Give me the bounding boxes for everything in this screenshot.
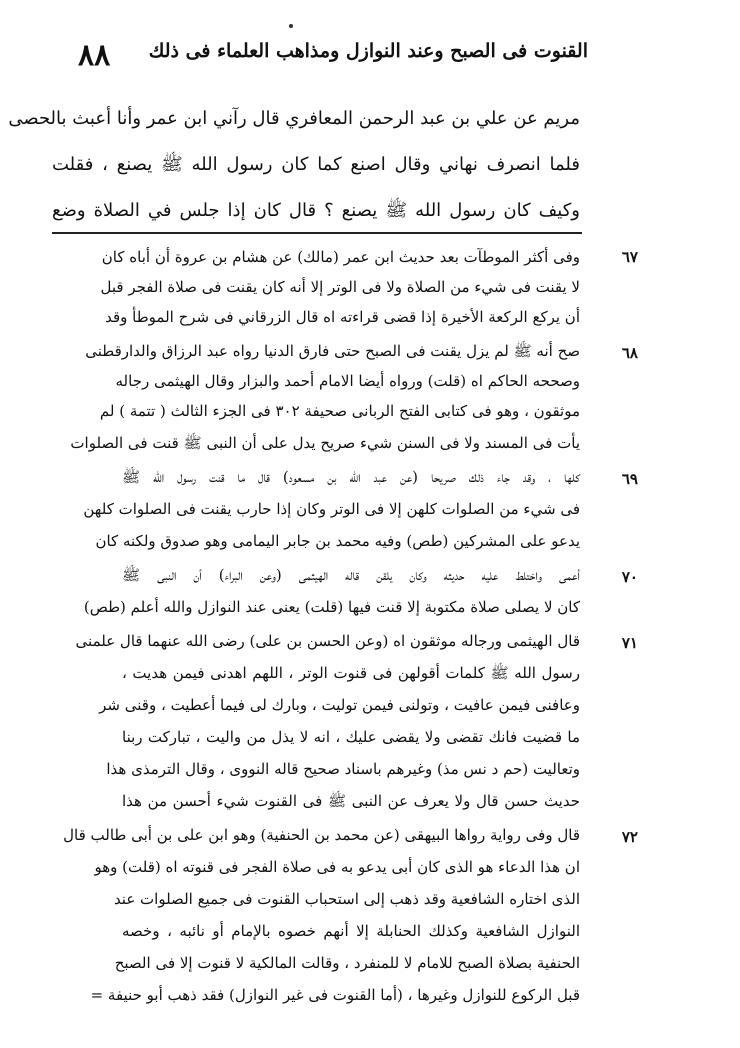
footnote-line: وصححه الحاكم اه (قلت) ورواه أيضا الامام أحمد والبزار وقال الهيثمى رجاله (115, 372, 580, 390)
footnote-line: قبل الركوع للنوازل وغيرها ، (أما القنوت فى غير النوازل) فقد ذهب أبو حنيفة = (90, 986, 580, 1004)
footnote-line: النوازل الشافعية وكذلك الحنابلة إلا أنهم خصوه بالإمام أو نائبه ، وخصه (122, 922, 580, 940)
footnote-line: فى شيء من الصلوات كلهن إلا فى الوتر وكان إذا حارب يقنت فى الصلوات كلهن (83, 500, 580, 518)
footnote-line: الحنفية بصلاة الصبح للامام لا للمنفرد ، وقالت المالكية لا قنوت إلا فى الصبح (114, 954, 580, 972)
footnote-line: حديث حسن قال ولا يعرف عن النبى ﷺ فى القنوت شيء أحسن من هذا (122, 792, 580, 810)
footnote-line: صح أنه ﷺ لم يزل يقنت فى الصبح حتى فارق الدنيا رواه عبد الرزاق والدارقطنى (85, 342, 580, 360)
footnote-line: يأت فى المسند ولا فى السنن شيء صريح يدل على أن النبى ﷺ قنت فى الصلوات (70, 434, 580, 452)
footnote-line: موثقون ، وهو فى كتابى الفتح الربانى صحيفة ٣٠٢ فى الجزء الثالث ( تتمة ) لم (99, 402, 580, 420)
ink-speck (289, 24, 293, 28)
footnote-line: قال الهيثمى ورجاله موثقون اه (وعن الحسن بن على) رضى الله عنهما قال علمنى (75, 632, 580, 650)
footnote-number: ٧٠ (621, 568, 638, 586)
main-text-line: مريم عن علي بن عبد الرحمن المعافري قال رآني ابن عمر وأنا أعبث بالحصى (8, 108, 580, 129)
running-title: القنوت فى الصبح وعند النوازل ومذاهب العلماء فى ذلك (148, 40, 588, 62)
footnote-line: ان هذا الدعاء هو الذى كان أبى يدعو به فى صلاة الفجر فى قنوته اه (قلت) وهو (94, 858, 580, 876)
footnote-divider (52, 232, 582, 234)
footnote-line: لا يقنت فى شيء من الصلاة ولا فى الوتر إلا أنه كان يقنت فى صلاة الفجر قبل (100, 278, 580, 296)
footnote-line: ما قضيت فانك تقضى ولا يقضى عليك ، انه لا يذل من واليت ، تباركت ربنا (122, 728, 580, 746)
footnote-line: أن يركع الركعة الأخيرة إذا قضى قراءته اه قال الزرقاني فى شرح الموطأ وقد (105, 308, 580, 326)
footnote-line: يدعو على المشركين (طص) وفيه محمد بن جابر اليمامى وهو صدوق ولكنه كان (95, 532, 580, 550)
footnote-line: الذى اختاره الشافعية وقد ذهب إلى استحباب القنوت فى جميع الصلوات عند (113, 890, 580, 908)
main-text (8, 96, 580, 234)
footnote-number: ٧٢ (621, 828, 638, 846)
footnote-line: كلها ، وقد جاء ذلك صريحا (عن عبد الله بن مسعود) قال ما قنت رسول الله ﷺ (122, 468, 580, 486)
page-header (78, 38, 588, 78)
footnote-line: وعافنى فيمن عافيت ، وتولنى فيمن توليت ، وبارك لى فيما أعطيت ، وقنى شر (99, 696, 580, 714)
footnote-line: وفى أكثر الموطآت بعد حديث ابن عمر (مالك) عن هشام بن عروة أن أباه كان (101, 248, 580, 266)
footnote-line: كان لا يصلى صلاة مكتوبة إلا قنت فيها (قلت) يعنى عند النوازل والله أعلم (طص) (83, 598, 580, 616)
footnote-number: ٦٧ (621, 248, 638, 266)
main-text-line: فلما انصرف نهاني وقال اصنع كما كان رسول الله ﷺ يصنع ، فقلت (52, 154, 580, 175)
footnote-number: ٦٨ (621, 344, 638, 362)
footnote-number: ٧١ (621, 634, 638, 652)
footnote-line: رسول الله ﷺ كلمات أقولهن فى قنوت الوتر ، اللهم اهدنى فيمن هديت ، (122, 664, 580, 682)
footnote-line: وتعاليت (حم د نس مذ) وغيرهم باسناد صحيح قاله النووى ، وقال الترمذى هذا (106, 760, 580, 778)
footnote-number: ٦٩ (621, 470, 638, 488)
footnote-line: قال وفى رواية رواها البيهقى (عن محمد بن الحنفية) وهو ابن على بن أبى طالب قال (63, 826, 580, 844)
main-text-line: وكيف كان رسول الله ﷺ يصنع ؟ قال كان إذا جلس في الصلاة وضع (52, 200, 580, 221)
footnote-line: أعمى واختلط عليه حديثه وكان يلقن قاله الهيثمى (وعن البراء) أن النبى ﷺ (122, 566, 580, 584)
page-number: ٨٨ (78, 38, 111, 73)
